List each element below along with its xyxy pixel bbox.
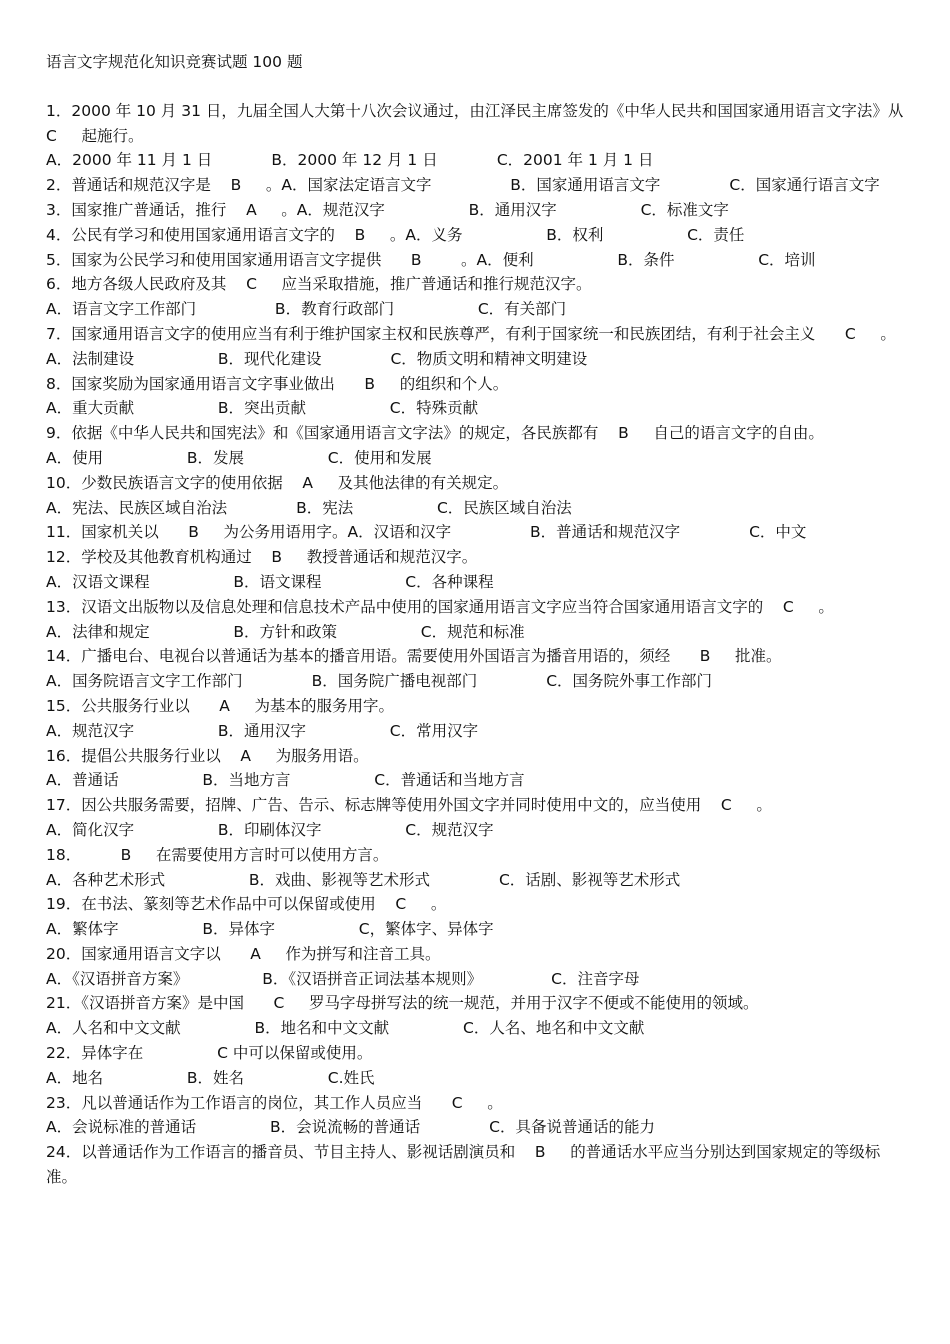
options-line: A．各种艺术形式 B．戏曲、影视等艺术形式 C．话剧、影视等艺术形式 xyxy=(46,870,681,889)
document-title: 语言文字规范化知识竞赛试题 100 题 xyxy=(46,53,303,71)
question-line: 3．国家推广普通话，推行 A 。A．规范汉字 B．通用汉字 C．标准文字 xyxy=(46,200,729,219)
question-line: 1．2000 年 10 月 31 日，九届全国人大第十八次会议通过，由江泽民主席签发的《中华人民共和国国家通用语言文字法》从 C 起施行。 xyxy=(46,101,924,145)
question-line: 16．提倡公共服务行业以 A 为服务用语。 xyxy=(46,746,369,765)
options-line: A．繁体字 B．异体字 C，繁体字、异体字 xyxy=(46,920,494,939)
options-line: A．人名和中文文献 B．地名和中文文献 C．人名、地名和中文文献 xyxy=(46,1019,645,1038)
question-line: 18． B 在需要使用方言时可以使用方言。 xyxy=(46,845,389,864)
options-line: A．普通话 B．当地方言 C．普通话和当地方言 xyxy=(46,771,525,790)
options-line: A．法律和规定 B．方针和政策 C．规范和标准 xyxy=(46,622,525,641)
question-line: 21．《汉语拼音方案》是中国 C 罗马字母拼写法的统一规范，并用于汉字不便或不能使用的领域。 xyxy=(46,994,759,1013)
question-line: 15．公共服务行业以 A 为基本的服务用字。 xyxy=(46,696,395,715)
question-line: 23．凡以普通话作为工作语言的岗位，其工作人员应当 C 。 xyxy=(46,1093,503,1112)
question-line: 5．国家为公民学习和使用国家通用语言文字提供 B 。A．便利 B．条件 C．培训 xyxy=(46,250,816,269)
options-line: A．2000 年 11 月 1 日 B．2000 年 12 月 1 日 C．2001 年 1 月 1 日 xyxy=(46,151,654,170)
question-line: 17．因公共服务需要，招牌、广告、告示、标志牌等使用外国文字并同时使用中文的，应当使用 C 。 xyxy=(46,796,772,815)
question-line: 22．异体字在 C 中可以保留或使用。 xyxy=(46,1044,373,1063)
question-list xyxy=(46,99,924,1190)
question-line: 11．国家机关以 B 为公务用语用字。A．汉语和汉字 B．普通话和规范汉字 C．中文 xyxy=(46,523,807,542)
question-line: 24．以普通话作为工作语言的播音员、节目主持人、影视话剧演员和 B 的普通话水平应当分别达到国家规定的等级标准。 xyxy=(46,1143,881,1187)
question-line: 20．国家通用语言文字以 A 作为拼写和注音工具。 xyxy=(46,944,441,963)
options-line: A．国务院语言文字工作部门 B．国务院广播电视部门 C．国务院外事工作部门 xyxy=(46,672,713,691)
options-line: A．宪法、民族区域自治法 B．宪法 C．民族区域自治法 xyxy=(46,498,572,517)
question-line: 8．国家奖励为国家通用语言文字事业做出 B 的组织和个人。 xyxy=(46,374,509,393)
document-page xyxy=(46,50,924,1190)
options-line: A．简化汉字 B．印刷体汉字 C．规范汉字 xyxy=(46,820,494,839)
question-line: 4．公民有学习和使用国家通用语言文字的 B 。A．义务 B．权利 C．责任 xyxy=(46,225,745,244)
options-line: A．使用 B．发展 C．使用和发展 xyxy=(46,448,432,467)
question-line: 19．在书法、篆刻等艺术作品中可以保留或使用 C 。 xyxy=(46,895,447,914)
question-line: 14．广播电台、电视台以普通话为基本的播音用语。需要使用外国语言为播音用语的，须经 B 批准。 xyxy=(46,647,782,666)
question-line: 7．国家通用语言文字的使用应当有利于维护国家主权和民族尊严，有利于国家统一和民族团结，有利于社会主义 C 。A．法制建设 B．现代化建设 C．物质文明和精神文明建设 xyxy=(46,324,896,368)
question-line: 10．少数民族语言文字的使用依据 A 及其他法律的有关规定。 xyxy=(46,473,509,492)
question-line: 2．普通话和规范汉字是 B 。A．国家法定语言文字 B．国家通用语言文字 C．国家通行语言文字 xyxy=(46,176,880,195)
question-line: 6．地方各级人民政府及其 C 应当采取措施，推广普通话和推行规范汉字。 xyxy=(46,275,592,294)
options-line: A．语言文字工作部门 B．教育行政部门 C．有关部门 xyxy=(46,300,567,319)
options-line: A．规范汉字 B．通用汉字 C．常用汉字 xyxy=(46,721,479,740)
options-line: A．地名 B．姓名 C.姓氏 xyxy=(46,1068,375,1087)
options-line: A．《汉语拼音方案》 B．《汉语拼音正词法基本规则》 C．注音字母 xyxy=(46,969,640,988)
options-line: A．重大贡献 B．突出贡献 C．特殊贡献 xyxy=(46,399,479,418)
options-line: A．会说标准的普通话 B．会说流畅的普通话 C．具备说普通话的能力 xyxy=(46,1118,655,1137)
question-line: 12．学校及其他教育机构通过 B 教授普通话和规范汉字。 xyxy=(46,548,478,567)
question-line: 13．汉语文出版物以及信息处理和信息技术产品中使用的国家通用语言文字应当符合国家通用语言文字的 C 。 xyxy=(46,597,834,616)
options-line: A．汉语文课程 B．语文课程 C．各种课程 xyxy=(46,572,494,591)
question-line: 9．依据《中华人民共和国宪法》和《国家通用语言文字法》的规定，各民族都有 B 自己的语言文字的自由。 xyxy=(46,424,824,443)
